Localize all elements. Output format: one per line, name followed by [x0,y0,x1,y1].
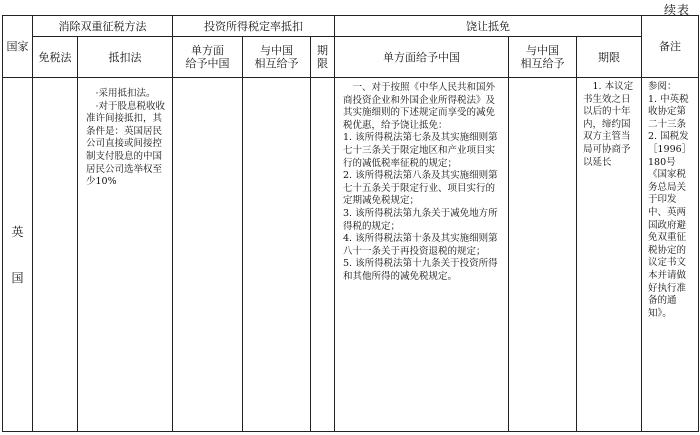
sparing-paragraph: 1. 该所得税法第七条及其实施细则第七十三条关于限定地区和产业项目实行的减低税率征税的规定； [343,132,498,169]
sparing-paragraph: 2. 该所得税法第八条及其实施细则第七十五条关于限定行业、项目实行的定期减免税规定； [343,170,498,207]
country-char: 国 [11,270,24,285]
country-char: 英 [11,224,24,239]
header-sparing: 饶让抵免 [335,16,642,37]
header-wh-term: 期 限 [311,37,335,78]
exempt-cell [33,78,78,432]
header-sp-term: 期限 [577,37,642,78]
header-country: 国家 [3,16,33,78]
header-row-1 [3,16,699,37]
header-sp-unilateral: 单方面给予中国 [335,37,509,78]
header-exempt: 免税法 [33,37,78,78]
wh-unilateral-cell [173,78,243,432]
header-double-tax: 消除双重征税方法 [33,16,173,37]
header-wh-mutual: 与中国 相互给予 [243,37,311,78]
sparing-paragraph: 一、对于按照《中华人民共和国外商投资企业和外国企业所得税法》及其实施细则的下述规定而享受的减免税优惠，给予饶让抵免： [343,82,496,131]
tax-treaty-table [2,15,699,432]
wh-term-cell [311,78,335,432]
sparing-cell [335,78,509,432]
sp-term-cell [577,78,642,432]
header-wh-unilateral: 单方面 给予中国 [173,37,243,78]
sp-mutual-cell [509,78,577,432]
notes-cell [642,78,699,432]
header-withholding: 投资所得税定率抵扣 [173,16,335,37]
sparing-paragraph: 4. 该所得税法第十条及其实施细则第八十一条关于再投资退税的规定； [343,233,498,257]
header-row-2 [3,37,699,78]
sparing-term-text: 1. 本议定书生效之日以后的十年内，缔约国双方主管当局可协商予以延长 [583,81,634,168]
continued-label: 续表 [663,3,690,17]
wh-mutual-cell [243,78,311,432]
credit-text: ·采用抵扣法。 ·对于股息税收收准许间接抵扣，其条件是：英国居民公司直接或间接控制支付股息的中国居民公司选举权至少10% [86,88,166,188]
sparing-paragraph: 3. 该所得税法第九条关于减免地方所得税的规定； [343,207,498,232]
notes-text: 参阅： 1. 中英税收协定第二十三条 2. 国税发［1996］180号《国家税务总局关于印发中、英两国政府避免双重征税协定的议定书文本并请做好执行准备的通知》。 [648,81,692,319]
table-row [3,78,699,432]
country-name [9,222,26,288]
country-cell [3,78,33,432]
credit-cell [78,78,173,432]
sparing-paragraph: 5. 该所得税法第十九条关于投资所得和其他所得的减免税规定。 [343,258,498,282]
header-sp-mutual: 与中国 相互给予 [509,37,577,78]
header-notes: 备注 [642,16,699,78]
header-credit: 抵扣法 [78,37,173,78]
